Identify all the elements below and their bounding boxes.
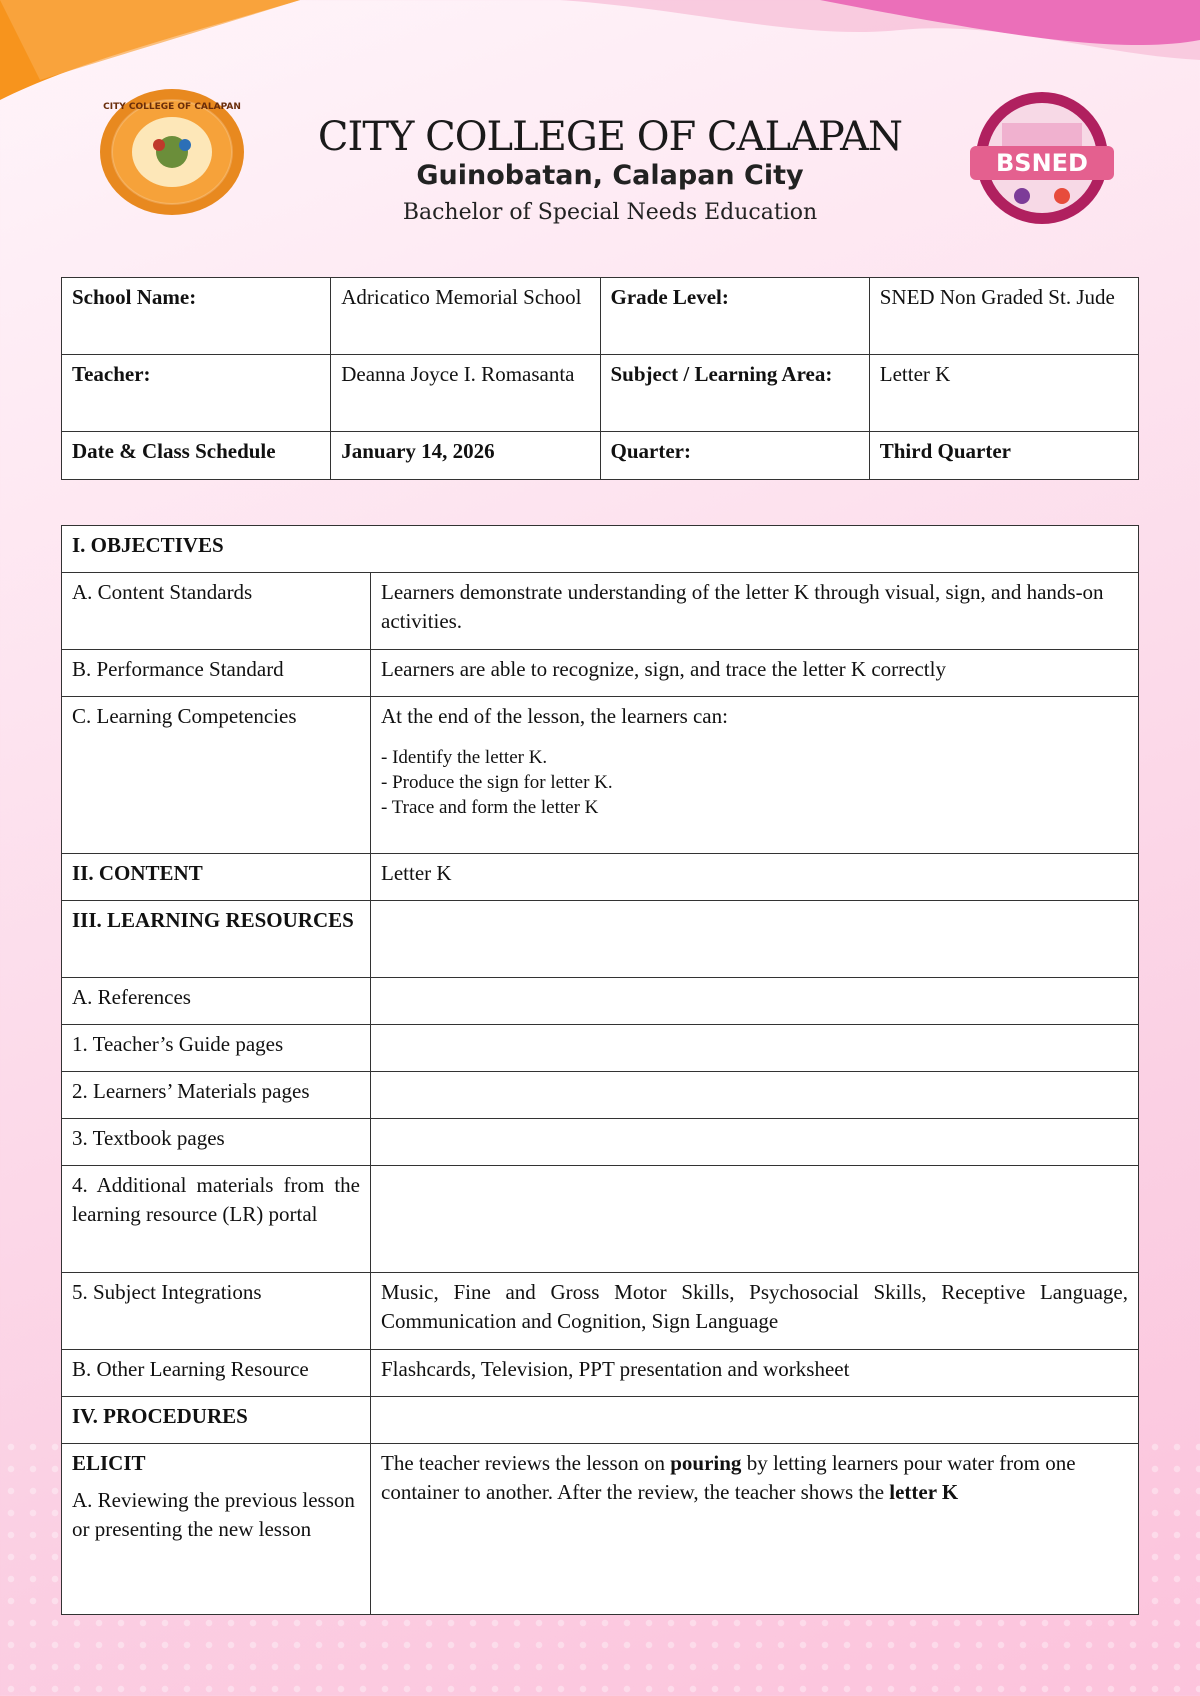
teacher-label: Teacher: (62, 355, 331, 432)
table-row (62, 650, 1139, 697)
subject-label: Subject / Learning Area: (600, 355, 869, 432)
competencies-label: C. Learning Competencies (62, 697, 371, 854)
grade-level-value: SNED Non Graded St. Jude (869, 278, 1138, 355)
table-row (62, 1025, 1139, 1072)
quarter-label: Quarter: (600, 432, 869, 480)
svg-text:BSNED: BSNED (996, 149, 1088, 177)
table-row (62, 355, 1139, 432)
table-row (62, 1397, 1139, 1444)
elicit-description: The teacher reviews the lesson on pouring by letting learners pour water from one container to another. After the review, the teacher shows the letter K (371, 1444, 1139, 1615)
table-row (62, 573, 1139, 650)
additional-materials-label: 4. Additional materials from the learning resource (LR) portal (62, 1166, 371, 1273)
learners-materials-label: 2. Learners’ Materials pages (62, 1072, 371, 1119)
list-item: - Produce the sign for letter K. (381, 772, 613, 793)
program-name: Bachelor of Special Needs Education (402, 200, 818, 225)
content-heading: II. CONTENT (62, 854, 371, 901)
table-row (62, 1119, 1139, 1166)
table-row (62, 1166, 1139, 1273)
table-row (62, 432, 1139, 480)
integrations-value: Music, Fine and Gross Motor Skills, Psychosocial Skills, Receptive Language, Communication and Cognition, Sign Language (371, 1273, 1139, 1350)
teacher-value: Deanna Joyce I. Romasanta (331, 355, 600, 432)
quarter-value: Third Quarter (869, 432, 1138, 480)
elicit-subheading: A. Reviewing the previous lesson or presenting the new lesson (72, 1488, 355, 1541)
table-row (62, 526, 1139, 573)
performance-standard-label: B. Performance Standard (62, 650, 371, 697)
college-name: CITY COLLEGE OF CALAPAN (317, 114, 903, 160)
competencies-value (371, 697, 1139, 854)
list-item: - Identify the letter K. (381, 747, 548, 768)
competencies-intro: At the end of the lesson, the learners can: (381, 704, 728, 728)
resources-heading: III. LEARNING RESOURCES (62, 901, 371, 978)
subject-value: Letter K (869, 355, 1138, 432)
other-resource-value: Flashcards, Television, PPT presentation and worksheet (371, 1350, 1139, 1397)
integrations-label: 5. Subject Integrations (62, 1273, 371, 1350)
grade-level-label: Grade Level: (600, 278, 869, 355)
school-name-label: School Name: (62, 278, 331, 355)
college-location: Guinobatan, Calapan City (416, 160, 804, 191)
lesson-plan-table (61, 525, 1139, 1615)
page-header (0, 0, 1200, 250)
school-info-table (61, 277, 1139, 480)
references-label: A. References (62, 978, 371, 1025)
table-row (62, 1444, 1139, 1615)
textbook-label: 3. Textbook pages (62, 1119, 371, 1166)
table-row (62, 697, 1139, 854)
elicit-heading: ELICIT (72, 1451, 146, 1475)
content-value: Letter K (371, 854, 1139, 901)
table-row (62, 1273, 1139, 1350)
content-standards-label: A. Content Standards (62, 573, 371, 650)
teachers-guide-label: 1. Teacher’s Guide pages (62, 1025, 371, 1072)
bsned-logo-icon (962, 88, 1122, 228)
table-row (62, 278, 1139, 355)
table-row (62, 1072, 1139, 1119)
date-value: January 14, 2026 (331, 432, 600, 480)
elicit-cell (62, 1444, 371, 1615)
school-name-value: Adricatico Memorial School (331, 278, 600, 355)
date-label: Date & Class Schedule (62, 432, 331, 480)
procedures-heading: IV. PROCEDURES (62, 1397, 371, 1444)
table-row (62, 901, 1139, 978)
list-item: - Trace and form the letter K (381, 797, 599, 818)
other-resource-label: B. Other Learning Resource (62, 1350, 371, 1397)
table-row (62, 854, 1139, 901)
table-row (62, 978, 1139, 1025)
objectives-heading: I. OBJECTIVES (62, 526, 1139, 573)
performance-standard-value: Learners are able to recognize, sign, and trace the letter K correctly (371, 650, 1139, 697)
svg-text:CITY COLLEGE OF CALAPAN: CITY COLLEGE OF CALAPAN (103, 102, 241, 112)
table-row (62, 1350, 1139, 1397)
content-standards-value: Learners demonstrate understanding of the letter K through visual, sign, and hands-on activities. (371, 573, 1139, 650)
